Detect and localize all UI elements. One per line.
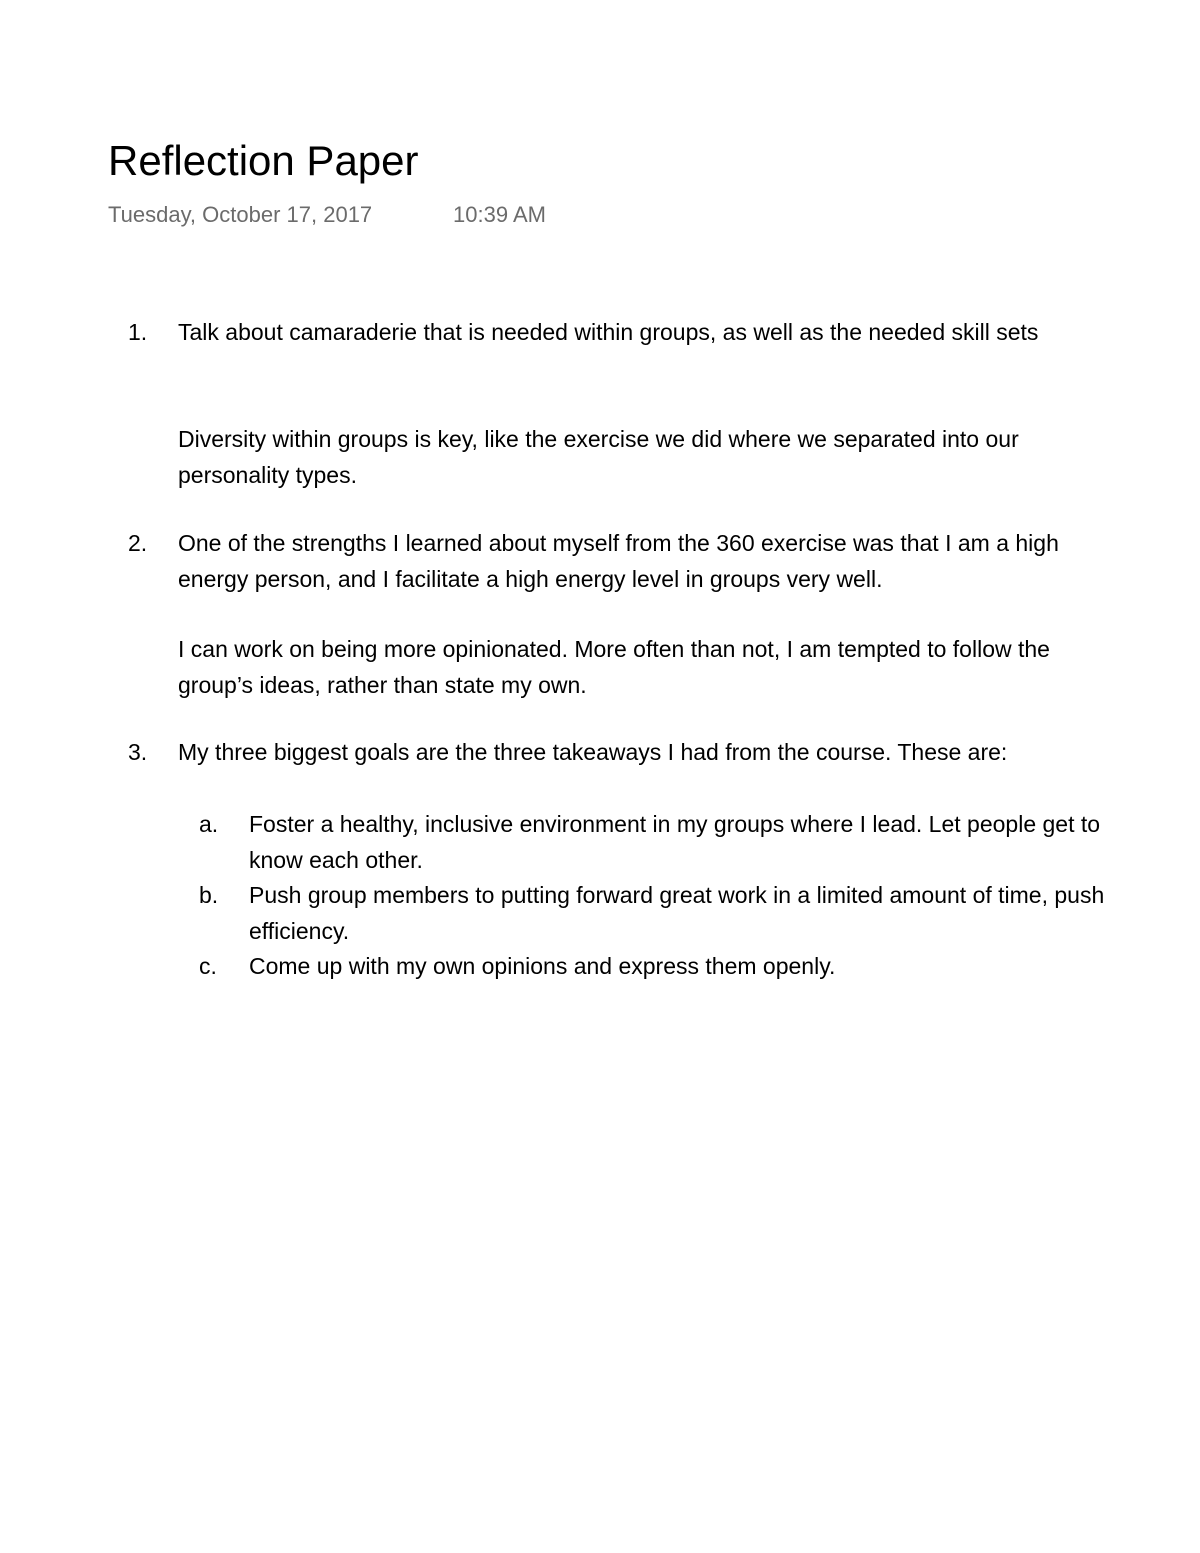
list-item-paragraph: I can work on being more opinionated. More often than not, I am tempted to follow the group’s ideas, rather than state my own. (178, 636, 1050, 698)
sub-item-text: Come up with my own opinions and express them openly. (249, 953, 836, 979)
list-item-number: 3. (128, 739, 148, 765)
sub-item-text: Push group members to putting forward great work in a limited amount of time, push efficiency. (249, 882, 1105, 944)
list-item-number: 1. (128, 319, 148, 345)
page-time: 10:39 AM (453, 202, 546, 227)
list-item-paragraph: Diversity within groups is key, like the exercise we did where we separated into our personality types. (178, 426, 1019, 488)
list-item-paragraph: Talk about camaraderie that is needed within groups, as well as the needed skill sets (178, 319, 1039, 345)
list-item-number: 2. (128, 530, 148, 556)
sub-item-text: Foster a healthy, inclusive environment in my groups where I lead. Let people get to know each other. (249, 811, 1101, 873)
page-title: Reflection Paper (108, 137, 419, 184)
sub-item-letter: c. (199, 953, 217, 979)
sub-item-letter: b. (199, 882, 219, 908)
list-item-paragraph: My three biggest goals are the three takeaways I had from the course. These are: (178, 739, 1008, 765)
list-item-paragraph: One of the strengths I learned about myself from the 360 exercise was that I am a high energy person, and I facilitate a high energy level in groups very well. (178, 530, 1059, 592)
page-date: Tuesday, October 17, 2017 (108, 202, 373, 227)
sub-item-letter: a. (199, 811, 219, 837)
